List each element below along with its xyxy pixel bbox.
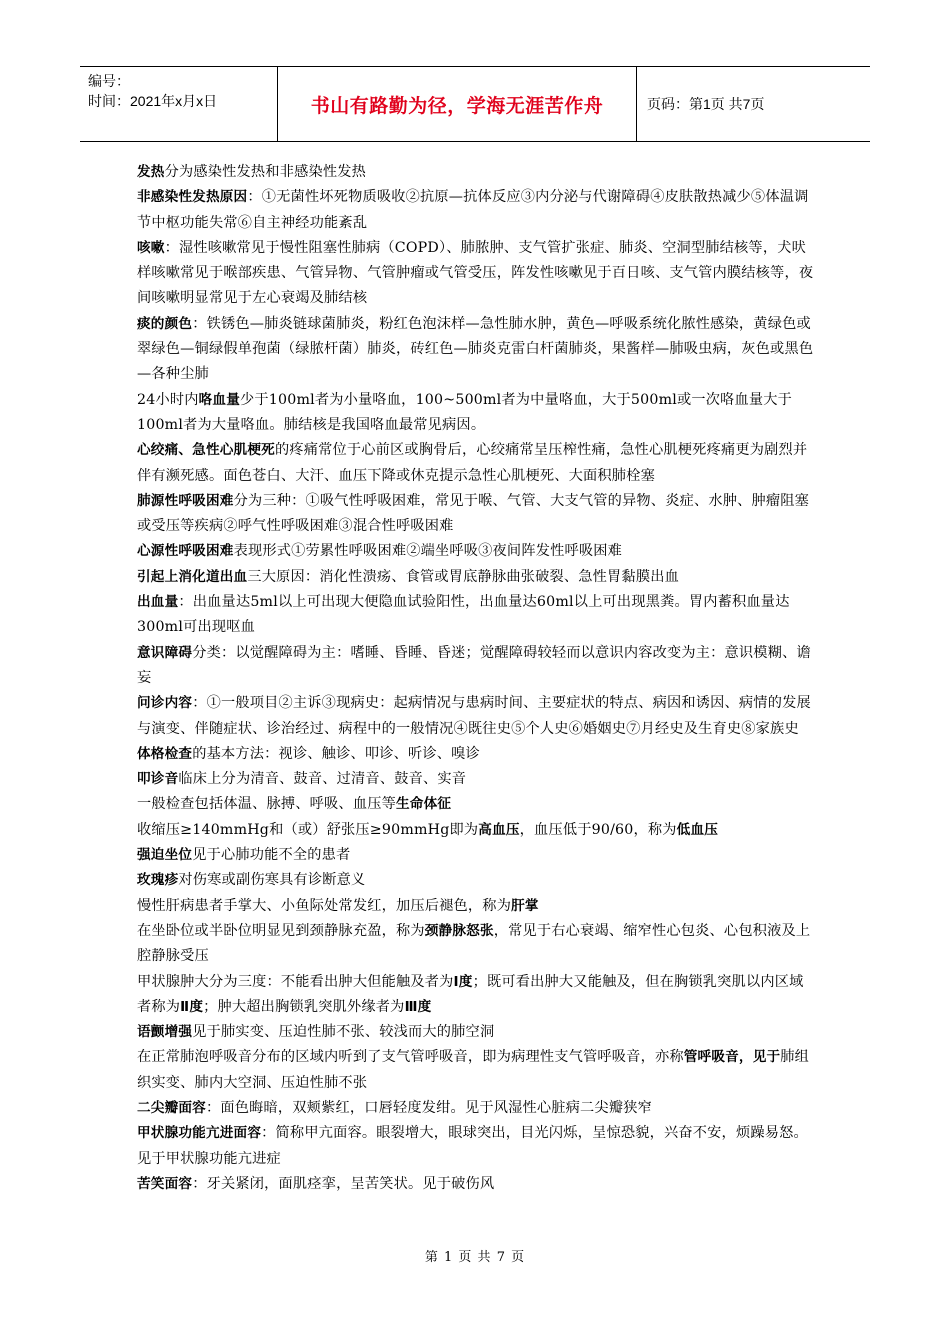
bold-term: 引起上消化道出血 bbox=[137, 568, 248, 585]
text-run: 对伤寒或副伤寒具有诊断意义 bbox=[178, 872, 366, 889]
text-run: 的基本方法：视诊、触诊、叩诊、听诊、嗅诊 bbox=[192, 745, 480, 762]
bold-term: 二尖瓣面容 bbox=[137, 1099, 206, 1116]
text-run: 收缩压≥140mmHg和（或）舒张压≥90mmHg即为 bbox=[137, 821, 479, 838]
bold-term: 生命体征 bbox=[395, 796, 452, 813]
text-run: ，常见于右心衰竭、缩窄性心包炎、心包积液及上腔静脉受压 bbox=[137, 922, 811, 965]
bold-term: 发热 bbox=[137, 164, 165, 180]
bold-term: 颈静脉怒张 bbox=[424, 922, 494, 939]
text-run: 分类：以觉醒障碍为主：嗜睡、昏睡、昏迷；觉醒障碍较轻而以意识内容改变为主：意识模糊、谵妄 bbox=[137, 644, 811, 686]
page-footer: 第 1 页 共 7 页 bbox=[424, 1250, 526, 1265]
text-run: 在正常肺泡呼吸音分布的区域内听到了支气管呼吸音，即为病理性支气管呼吸音，亦称 bbox=[137, 1049, 684, 1066]
text-run: ；既可看出肿大又能触及，但在胸锁乳突肌以内区域者称为 bbox=[137, 973, 804, 1015]
paragraph bbox=[137, 742, 817, 767]
paragraph bbox=[137, 539, 817, 564]
paragraph bbox=[137, 843, 817, 868]
header-page-info: 页码：第1页 共7页 bbox=[647, 96, 765, 112]
paragraph bbox=[137, 641, 817, 692]
header-meta bbox=[80, 67, 278, 141]
document-number-label: 编号： bbox=[88, 73, 130, 89]
text-run: 见于心肺功能不全的患者 bbox=[192, 847, 351, 864]
text-run: ：牙关紧闭，面肌痉挛，呈苦笑状。见于破伤风 bbox=[192, 1175, 495, 1192]
text-run: 临床上分为清音、鼓音、过清音、鼓音、实音 bbox=[178, 771, 467, 788]
bold-term: 叩诊音 bbox=[137, 771, 179, 788]
text-run: 分为三种：①吸气性呼吸困难，常见于喉、气管、大支气管的异物、炎症、水肿、肿瘤阻塞或受压等疾病②呼气性呼吸困难③混合性呼吸困难 bbox=[137, 492, 810, 535]
paragraph bbox=[137, 565, 817, 590]
bold-term: 非感染性发热原因 bbox=[137, 189, 248, 206]
bold-term: 管呼吸音，见于 bbox=[683, 1049, 781, 1066]
text-run: ：简称甲亢面容。眼裂增大，眼球突出，目光闪烁，呈惊恐貌，兴奋不安，烦躁易怒。见于甲状腺功能亢进症 bbox=[137, 1125, 808, 1167]
paragraph bbox=[137, 590, 817, 641]
bold-term: 意识障碍 bbox=[137, 644, 193, 661]
document-time-label: 时间：2021年x月x日 bbox=[88, 93, 218, 109]
paragraph bbox=[137, 691, 817, 742]
bold-term: 咯血量 bbox=[198, 391, 241, 408]
text-run: ，血压低于90/60，称为 bbox=[519, 821, 677, 838]
text-run: 慢性肝病患者手掌大、小鱼际处常发红，加压后褪色，称为 bbox=[137, 897, 512, 914]
paragraph bbox=[137, 1096, 817, 1121]
paragraph bbox=[137, 792, 817, 817]
text-run: 甲状腺肿大分为三度：不能看出肿大但能触及者为 bbox=[137, 973, 454, 990]
paragraph bbox=[137, 868, 817, 893]
bold-term: 玫瑰疹 bbox=[137, 872, 179, 889]
text-run: 见于肺实变、压迫性肺不张、较浅而大的肺空洞 bbox=[192, 1024, 495, 1041]
bold-term: 痰的颜色 bbox=[137, 315, 193, 332]
text-run: 三大原因：消化性溃疡、食管或胃底静脉曲张破裂、急性胃黏膜出血 bbox=[247, 568, 679, 585]
text-run: ：铁锈色—肺炎链球菌肺炎，粉红色泡沫样—急性肺水肿，黄色—呼吸系统化脓性感染，黄绿色或翠绿色—铜绿假单孢菌（绿脓杆菌）肺炎，砖红色—肺炎克雷白杆菌肺炎，果酱样—肺吸虫病，灰色或黑色—各种尘肺 bbox=[137, 315, 814, 383]
paragraph bbox=[137, 312, 817, 388]
paragraph bbox=[137, 185, 817, 236]
bold-term: 苦笑面容 bbox=[137, 1175, 193, 1192]
text-run: 表现形式①劳累性呼吸困难②端坐呼吸③夜间阵发性呼吸困难 bbox=[233, 543, 623, 560]
text-run: 少于100ml者为小量咯血，100~500ml者为中量咯血，大于500ml或一次咯血量大于100ml者为大量咯血。肺结核是我国咯血最常见病因。 bbox=[137, 391, 793, 433]
text-run: ：①无菌性坏死物质吸收②抗原—抗体反应③内分泌与代谢障碍④皮肤散热减少⑤体温调节中枢功能失常⑥自主神经功能紊乱 bbox=[137, 189, 809, 231]
paragraph bbox=[137, 1172, 817, 1197]
bold-term: Ⅲ度 bbox=[404, 998, 432, 1015]
paragraph bbox=[137, 818, 817, 843]
text-run: ；肿大超出胸锁乳突肌外缘者为 bbox=[203, 998, 405, 1015]
bold-term: 甲状腺功能亢进面容 bbox=[137, 1125, 262, 1142]
page-header bbox=[80, 66, 870, 142]
paragraph bbox=[137, 438, 817, 489]
paragraph bbox=[137, 160, 817, 185]
bold-term: 心绞痛、急性心肌梗死 bbox=[137, 442, 275, 459]
bold-term: Ⅰ度 bbox=[453, 973, 473, 990]
text-run: ：①一般项目②主诉③现病史：起病情况与患病时间、主要症状的特点、病因和诱因、病情的发展与演变、伴随症状、诊治经过、病程中的一般情况④既往史⑤个人史⑥婚姻史⑦月经史及生育史⑧家族史 bbox=[137, 695, 811, 737]
bold-term: 问诊内容 bbox=[137, 695, 193, 712]
paragraph bbox=[137, 970, 817, 1021]
text-run: 一般检查包括体温、脉搏、呼吸、血压等 bbox=[137, 796, 396, 813]
bold-term: 肺源性呼吸困难 bbox=[137, 492, 234, 509]
paragraph bbox=[137, 1045, 817, 1096]
paragraph bbox=[137, 1020, 817, 1045]
text-run: 肺组织实变、肺内大空洞、压迫性肺不张 bbox=[137, 1049, 810, 1091]
bold-term: 咳嗽 bbox=[137, 239, 165, 256]
paragraph bbox=[137, 919, 817, 970]
bold-term: 心源性呼吸困难 bbox=[137, 543, 234, 560]
bold-term: 强迫坐位 bbox=[137, 847, 193, 864]
text-run: 在坐卧位或半卧位明显见到颈静脉充盈，称为 bbox=[137, 922, 425, 939]
text-run: ：湿性咳嗽常见于慢性阻塞性肺病（COPD）、肺脓肿、支气管扩张症、肺炎、空洞型肺结核等，犬吠样咳嗽常见于喉部疾患、气管异物、气管肿瘤或气管受压，阵发性咳嗽见于百日咳、支气管内膜结核等，夜间咳嗽明显常见于左心衰竭及肺结核 bbox=[137, 239, 814, 307]
bold-term: 高血压 bbox=[478, 821, 520, 838]
bold-term: 语颤增强 bbox=[137, 1024, 193, 1041]
bold-term: 体格检查 bbox=[137, 745, 193, 762]
header-motto: 书山有路勤为径，学海无涯苦作舟 bbox=[278, 67, 637, 141]
bold-term: 肝掌 bbox=[511, 897, 539, 914]
paragraph bbox=[137, 1121, 817, 1172]
paragraph bbox=[137, 894, 817, 919]
paragraph bbox=[137, 236, 817, 312]
text-run: 分为感染性发热和非感染性发热 bbox=[164, 164, 367, 180]
text-run: 24小时内 bbox=[137, 391, 199, 408]
bold-term: 出血量 bbox=[137, 594, 179, 611]
text-run: ：面色晦暗，双颊紫红，口唇轻度发绀。见于风湿性心脏病二尖瓣狭窄 bbox=[205, 1099, 652, 1116]
paragraph bbox=[137, 388, 817, 439]
paragraph bbox=[137, 767, 817, 792]
text-run: ：出血量达5ml以上可出现大便隐血试验阳性，出血量达60ml以上可出现黑粪。胃内蓄积血量达300ml可出现呕血 bbox=[137, 594, 790, 636]
bold-term: 低血压 bbox=[676, 821, 719, 838]
text-run: 的疼痛常位于心前区或胸骨后，心绞痛常呈压榨性痛，急性心肌梗死疼痛更为剧烈并伴有濒死感。面色苍白、大汗、血压下降或休克提示急性心肌梗死、大面积肺栓塞 bbox=[137, 442, 808, 484]
document-body bbox=[137, 160, 817, 1197]
bold-term: Ⅱ度 bbox=[180, 998, 204, 1015]
paragraph bbox=[137, 489, 817, 540]
